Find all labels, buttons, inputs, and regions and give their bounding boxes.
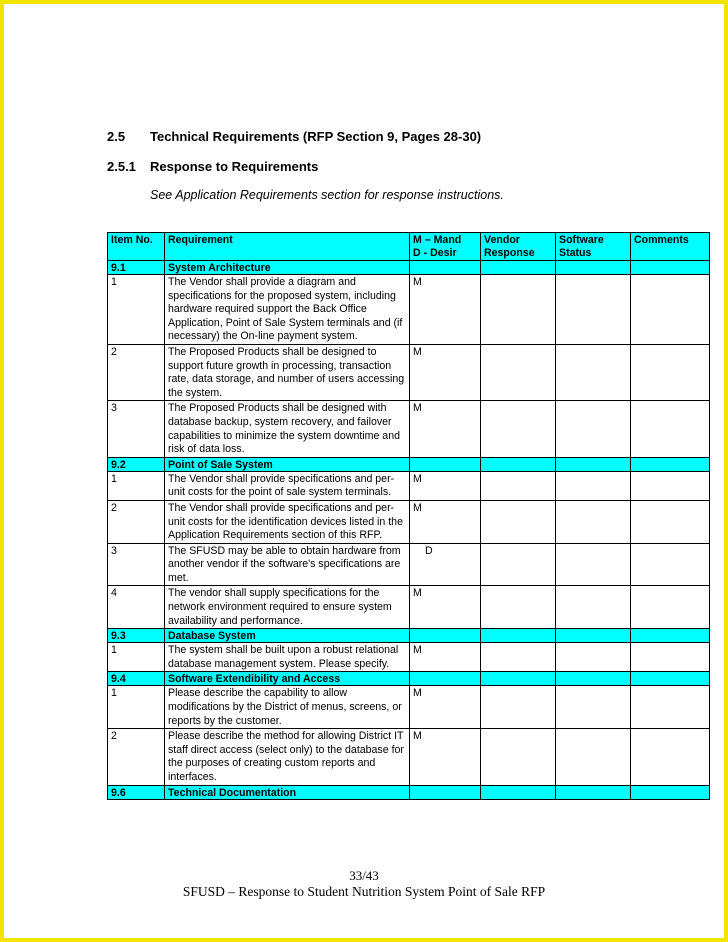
section-number-cell: 9.3 — [108, 629, 165, 643]
item-number-cell: 1 — [108, 643, 165, 672]
section-blank-cell — [481, 261, 556, 275]
software-status-header: Software Status — [556, 233, 631, 261]
item-number-cell: 2 — [108, 344, 165, 400]
section-blank-cell — [410, 261, 481, 275]
vendor-response-cell[interactable] — [481, 686, 556, 729]
section-title-cell: Point of Sale System — [165, 457, 410, 471]
requirement-cell: The vendor shall supply specifications for the network environment required to ensure system availability and performance. — [165, 586, 410, 629]
software-status-cell[interactable] — [556, 500, 631, 543]
section-blank-cell — [631, 629, 710, 643]
mandatory-desirable-cell: M — [410, 401, 481, 457]
section-blank-cell — [410, 457, 481, 471]
section-row — [108, 457, 710, 471]
table-row — [108, 344, 710, 400]
mandatory-desirable-cell: D — [410, 543, 481, 586]
mandatory-desirable-cell: M — [410, 729, 481, 785]
section-blank-cell — [556, 672, 631, 686]
vendor-response-cell[interactable] — [481, 471, 556, 500]
vendor-response-header: Vendor Response — [481, 233, 556, 261]
item-number-cell: 3 — [108, 543, 165, 586]
section-blank-cell — [631, 261, 710, 275]
mandatory-desirable-header: M – Mand D - Desir — [410, 233, 481, 261]
comments-cell[interactable] — [631, 275, 710, 345]
mandatory-desirable-cell: M — [410, 275, 481, 345]
subsection-number: 2.5.1 — [107, 159, 136, 174]
section-number-cell: 9.4 — [108, 672, 165, 686]
requirement-cell: The Proposed Products shall be designed to support future growth in processing, transaction rate, data storage, and number of users accessing the system. — [165, 344, 410, 400]
section-number: 2.5 — [107, 129, 126, 144]
mandatory-desirable-cell: M — [410, 643, 481, 672]
table-row — [108, 686, 710, 729]
section-number-cell: 9.1 — [108, 261, 165, 275]
item-number-cell: 2 — [108, 729, 165, 785]
subsection-title: Response to Requirements — [150, 159, 319, 174]
requirement-cell: Please describe the method for allowing District IT staff direct access (select only) to the database for the purposes of creating custom reports and interfaces. — [165, 729, 410, 785]
comments-header: Comments — [631, 233, 710, 261]
section-blank-cell — [410, 785, 481, 799]
table-row — [108, 543, 710, 586]
software-status-cell[interactable] — [556, 275, 631, 345]
vendor-response-cell[interactable] — [481, 729, 556, 785]
software-status-cell[interactable] — [556, 471, 631, 500]
requirement-cell: The SFUSD may be able to obtain hardware from another vendor if the software's specifications are met. — [165, 543, 410, 586]
software-status-cell[interactable] — [556, 643, 631, 672]
section-blank-cell — [631, 672, 710, 686]
section-blank-cell — [481, 457, 556, 471]
requirement-cell: Please describe the capability to allow modifications by the District of menus, screens, or reports by the customer. — [165, 686, 410, 729]
table-row — [108, 401, 710, 457]
comments-cell[interactable] — [631, 471, 710, 500]
item-number-cell: 3 — [108, 401, 165, 457]
section-blank-cell — [556, 457, 631, 471]
section-blank-cell — [481, 785, 556, 799]
software-status-cell[interactable] — [556, 586, 631, 629]
item-number-cell: 1 — [108, 471, 165, 500]
vendor-response-cell[interactable] — [481, 344, 556, 400]
section-blank-cell — [556, 629, 631, 643]
table-row — [108, 729, 710, 785]
table-row — [108, 643, 710, 672]
footer-title: SFUSD – Response to Student Nutrition System Point of Sale RFP — [182, 884, 546, 899]
section-number-cell: 9.6 — [108, 785, 165, 799]
vendor-response-cell[interactable] — [481, 643, 556, 672]
requirement-cell: The Vendor shall provide specifications and per-unit costs for the point of sale system terminals. — [165, 471, 410, 500]
comments-cell[interactable] — [631, 686, 710, 729]
item-number-cell: 1 — [108, 275, 165, 345]
requirement-cell: The Proposed Products shall be designed with database backup, system recovery, and failover capabilities to minimize the system downtime and risk of data loss. — [165, 401, 410, 457]
mandatory-desirable-cell: M — [410, 344, 481, 400]
mandatory-desirable-cell: M — [410, 500, 481, 543]
section-title-cell: Technical Documentation — [165, 785, 410, 799]
requirement-cell: The Vendor shall provide a diagram and specifications for the proposed system, including hardware required support the Back Office Application, Point of Sale System terminals and (if necessary) the On-line payment system. — [165, 275, 410, 345]
software-status-cell[interactable] — [556, 686, 631, 729]
table-row — [108, 471, 710, 500]
page-number: 33/43 — [349, 868, 379, 883]
comments-cell[interactable] — [631, 543, 710, 586]
comments-cell[interactable] — [631, 643, 710, 672]
software-status-cell[interactable] — [556, 401, 631, 457]
section-blank-cell — [481, 629, 556, 643]
section-title: Technical Requirements (RFP Section 9, Pages 28-30) — [150, 129, 482, 144]
software-status-cell[interactable] — [556, 344, 631, 400]
section-number-cell: 9.2 — [108, 457, 165, 471]
vendor-response-cell[interactable] — [481, 543, 556, 586]
section-blank-cell — [410, 629, 481, 643]
requirement-cell: The Vendor shall provide specifications and per-unit costs for the identification devices listed in the Application Requirements section of this RFP. — [165, 500, 410, 543]
section-row — [108, 785, 710, 799]
vendor-response-cell[interactable] — [481, 275, 556, 345]
table-row — [108, 275, 710, 345]
item-number-cell: 1 — [108, 686, 165, 729]
section-title-cell: Database System — [165, 629, 410, 643]
item-number-cell: 2 — [108, 500, 165, 543]
comments-cell[interactable] — [631, 500, 710, 543]
section-blank-cell — [631, 785, 710, 799]
section-blank-cell — [556, 785, 631, 799]
requirement-header: Requirement — [165, 233, 410, 261]
instruction-note: See Application Requirements section for response instructions. — [150, 188, 504, 202]
item-no-header: Item No. — [108, 233, 165, 261]
document-page — [4, 4, 724, 938]
section-blank-cell — [481, 672, 556, 686]
vendor-response-cell[interactable] — [481, 586, 556, 629]
software-status-cell[interactable] — [556, 729, 631, 785]
section-title-cell: System Architecture — [165, 261, 410, 275]
table-row — [108, 586, 710, 629]
section-row — [108, 672, 710, 686]
mandatory-desirable-cell: M — [410, 586, 481, 629]
table-row — [108, 500, 710, 543]
section-row — [108, 629, 710, 643]
mandatory-desirable-cell: M — [410, 471, 481, 500]
table-header-row — [108, 233, 710, 261]
item-number-cell: 4 — [108, 586, 165, 629]
section-title-cell: Software Extendibility and Access — [165, 672, 410, 686]
section-blank-cell — [631, 457, 710, 471]
comments-cell[interactable] — [631, 344, 710, 400]
requirement-cell: The system shall be built upon a robust relational database management system. Please specify. — [165, 643, 410, 672]
software-status-cell[interactable] — [556, 543, 631, 586]
section-row — [108, 261, 710, 275]
section-blank-cell — [410, 672, 481, 686]
vendor-response-cell[interactable] — [481, 500, 556, 543]
vendor-response-cell[interactable] — [481, 401, 556, 457]
requirements-table — [107, 232, 710, 800]
section-blank-cell — [556, 261, 631, 275]
comments-cell[interactable] — [631, 401, 710, 457]
mandatory-desirable-cell: M — [410, 686, 481, 729]
comments-cell[interactable] — [631, 586, 710, 629]
comments-cell[interactable] — [631, 729, 710, 785]
table-body — [108, 261, 710, 800]
